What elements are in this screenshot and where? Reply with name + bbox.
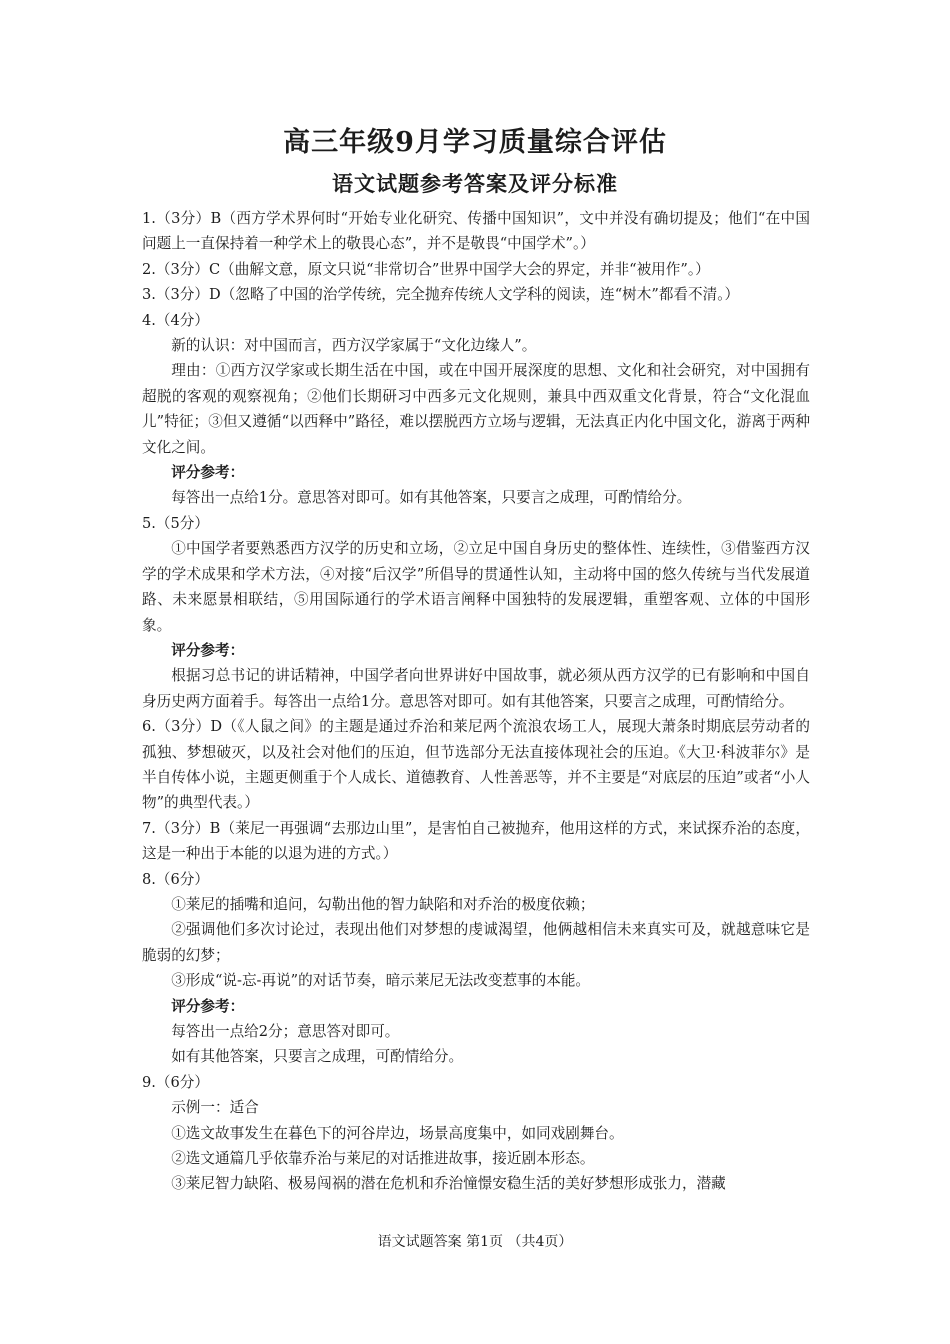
answer-q9-heading: 9.（6分） xyxy=(142,1073,209,1091)
answer-q8-point: ①莱尼的插嘴和追问，勾勒出他的智力缺陷和对乔治的极度依赖； xyxy=(171,895,595,913)
answer-q4-reason: 理由：①西方汉学家或长期生活在中国，或在中国开展深度的思想、文化和社会研究，对中国拥有超脱的客观的观察视角；②他们长期研习中西多元文化规则，兼具中西双重文化背景，符合“文化混血儿”特征；③但又遵循“以西释中”路径，难以摆脱西方立场与逻辑，无法真正内化中国文化，游离于两种文化之间。 xyxy=(142,362,810,456)
scoring-reference-label: 评分参考： xyxy=(171,997,245,1015)
answer-q9-point: ③莱尼智力缺陷、极易闯祸的潜在危机和乔治憧憬安稳生活的美好梦想形成张力，潜藏 xyxy=(171,1175,726,1193)
answer-q7: 7.（3分）B（莱尼一再强调“去那边山里”，是害怕自己被抛弃，他用这样的方式，来试探乔治的态度，这是一种出于本能的以退为进的方式。） xyxy=(142,819,810,863)
answer-q5-heading: 5.（5分） xyxy=(142,514,209,532)
answer-q6: 6.（3分）D（《人鼠之间》的主题是通过乔治和莱尼两个流浪农场工人，展现大萧条时期底层劳动者的孤独、梦想破灭，以及社会对他们的压迫，但节选部分无法直接体现社会的压迫。《大卫·科波菲尔》是半自传体小说，主题更侧重于个人成长、道德教育、人性善恶等，并不主要是“对底层的压迫”或者“小人物”的典型代表。） xyxy=(142,718,810,812)
answer-q9-point: ②选文通篇几乎依靠乔治与莱尼的对话推进故事，接近剧本形态。 xyxy=(171,1150,595,1168)
scoring-reference-label: 评分参考： xyxy=(171,641,245,659)
scoring-reference-text: 每答出一点给2分；意思答对即可。 xyxy=(171,1023,400,1040)
page-footer: 语文试题答案 第1页 （共4页） xyxy=(377,1234,573,1250)
answer-q8-heading: 8.（6分） xyxy=(142,870,209,888)
answer-q9-point: ①选文故事发生在暮色下的河谷岸边，场景高度集中，如同戏剧舞台。 xyxy=(171,1124,624,1142)
answer-q2: 2.（3分）C（曲解文意，原文只说“非常切合”世界中国学大会的界定，并非“被用作”。） xyxy=(142,260,710,278)
answer-q5-points: ①中国学者要熟悉西方汉学的历史和立场，②立足中国自身历史的整体性、连续性，③借鉴西方汉学的学术成果和学术方法，④对接“后汉学”所倡导的贯通性认知，主动将中国的悠久传统与当代发展道路、未来愿景相联结，⑤用国际通行的学术语言阐释中国独特的发展逻辑，重塑客观、立体的中国形象。 xyxy=(142,540,810,634)
answer-q4-point: 新的认识：对中国而言，西方汉学家属于“文化边缘人”。 xyxy=(171,337,537,355)
page-subtitle: 语文试题参考答案及评分标准 xyxy=(332,171,618,196)
answer-q4-heading: 4.（4分） xyxy=(142,311,209,329)
answer-q1: 1.（3分）B（西方学术界何时“开始专业化研究、传播中国知识”，文中并没有确切提及；他们“在中国问题上一直保持着一种学术上的敬畏心态”，并不是敬畏“中国学术”。） xyxy=(142,210,810,253)
scoring-reference-text: 如有其他答案，只要言之成理，可酌情给分。 xyxy=(171,1048,464,1066)
answer-q8-point: ③形成“说-忘-再说”的对话节奏，暗示莱尼无法改变惹事的本能。 xyxy=(171,972,591,990)
page-title: 高三年级9月学习质量综合评估 xyxy=(283,127,667,158)
scoring-reference-label: 评分参考： xyxy=(171,464,245,482)
answer-content xyxy=(142,206,810,1197)
answer-q9-example: 示例一：适合 xyxy=(171,1099,259,1117)
answer-q8-point: ②强调他们多次讨论过，表现出他们对梦想的虔诚渴望，他俩越相信未来真实可及，就越意味它是脆弱的幻梦； xyxy=(142,921,810,964)
scoring-reference-text: 根据习总书记的讲话精神，中国学者向世界讲好中国故事，就必须从西方汉学的已有影响和中国自身历史两方面着手。每答出一点给1分。意思答对即可。如有其他答案，只要言之成理，可酌情给分。 xyxy=(142,667,810,710)
answer-q3: 3.（3分）D（忽略了中国的治学传统，完全抛弃传统人文学科的阅读，连“树木”都看不清。） xyxy=(142,286,740,304)
scoring-reference-text: 每答出一点给1分。意思答对即可。如有其他答案，只要言之成理，可酌情给分。 xyxy=(171,489,692,507)
